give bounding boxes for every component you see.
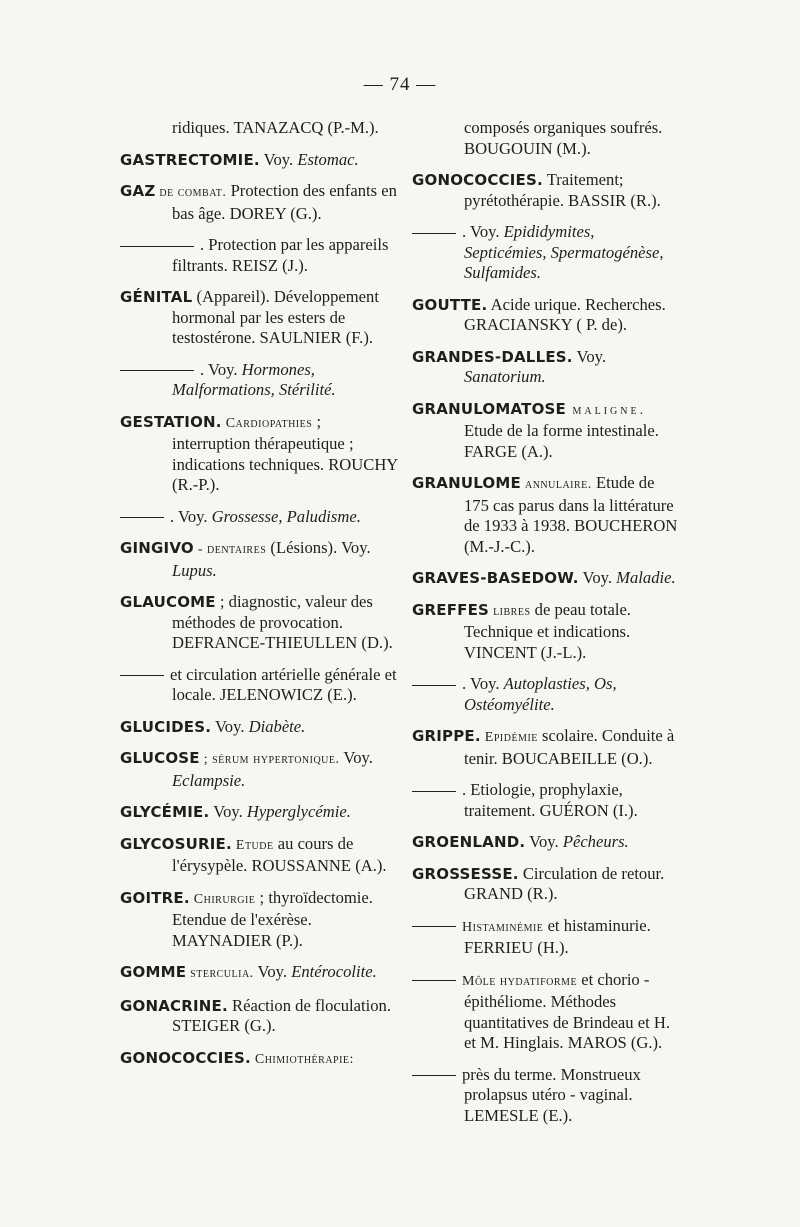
index-entry: GONACRINE. Réaction de floculation. STEIGER (G.).: [120, 995, 391, 1035]
index-entry: GOITRE. Chirurgie ; thyroïdectomie. Etendue de l'exérèse. MAYNADIER (P.).: [120, 887, 373, 950]
index-entry: GASTRECTOMIE. Voy. Estomac.: [120, 149, 359, 169]
repeat-dash: [120, 246, 194, 247]
index-entry: GRANDES-DALLES. Voy. Sanatorium.: [412, 346, 607, 386]
index-entry: GAZ de combat. Protection des enfants en bas âge. DOREY (G.).: [120, 181, 397, 223]
index-entry: . Protection par les appareils filtrants. REISZ (J.).: [120, 235, 402, 276]
index-entry: GONOCOCCIES. Traitement; pyrétothérapie. BASSIR (R.).: [412, 170, 661, 210]
repeat-dash: [120, 675, 164, 676]
index-entry: Môle hydatiforme et chorio - épithéliome. Méthodes quantitatives de Brindeau et H. et M. Hinglais. MAROS (G.).: [412, 970, 680, 1054]
index-entry: GREFFES libres de peau totale. Technique et indications. VINCENT (J.-L.).: [412, 599, 631, 662]
right-column: [412, 118, 680, 1137]
page-number: — 74 —: [363, 74, 437, 95]
index-entry: GRIPPE. Epidémie scolaire. Conduite à tenir. BOUCABEILLE (O.).: [412, 726, 675, 768]
index-entry: GROSSESSE. Circulation de retour. GRAND (R.).: [412, 863, 665, 903]
repeat-dash: [412, 1075, 456, 1076]
repeat-dash: [412, 926, 456, 927]
index-entry: . Voy. Hormones, Malformations, Stérilité.: [120, 360, 402, 401]
repeat-dash: [412, 233, 456, 234]
repeat-dash: [120, 370, 194, 371]
index-entry: GLAUCOME ; diagnostic, valeur des méthodes de provocation. DEFRANCE-THIEULLEN (D.).: [120, 592, 393, 652]
index-entry: GLYCOSURIE. Etude au cours de l'érysypèle. ROUSSANNE (A.).: [120, 833, 387, 875]
repeat-dash: [412, 791, 456, 792]
index-entry: Histaminémie et histaminurie. FERRIEU (H.).: [412, 916, 680, 959]
index-entry: GÉNITAL (Appareil). Développement hormonal par les esters de testostérone. SAULNIER (F.).: [120, 287, 379, 347]
index-entry: . Voy. Autoplasties, Os, Ostéomyélite.: [412, 674, 680, 715]
repeat-dash: [412, 980, 456, 981]
index-entry: et circulation artérielle générale et locale. JELENOWICZ (E.).: [120, 665, 402, 706]
index-entry: GRANULOME annulaire. Etude de 175 cas parus dans la littérature de 1933 à 1938. BOUCHERON (M.-J.-C.).: [412, 473, 678, 556]
index-entry: GLUCOSE ; sérum hypertonique. Voy. Eclampsie.: [120, 748, 373, 790]
index-entry: . Etiologie, prophylaxie, traitement. GUÉRON (I.).: [412, 780, 680, 821]
index-entry: GRAVES-BASEDOW. Voy. Maladie.: [412, 568, 676, 587]
index-entry: . Voy. Grossesse, Paludisme.: [120, 507, 402, 528]
index-entry: . Voy. Epididymites, Septicémies, Spermatogénèse, Sulfamides.: [412, 222, 680, 284]
index-entry: GRANULOMATOSE maligne. Etude de la forme intestinale. FARGE (A.).: [412, 399, 659, 461]
index-entry: ridiques. TANAZACQ (P.-M.).: [172, 118, 379, 137]
index-entry: près du terme. Monstrueux prolapsus utéro - vaginal. LEMESLE (E.).: [412, 1065, 680, 1127]
index-entry: GLYCÉMIE. Voy. Hyperglycémie.: [120, 802, 351, 821]
index-entry: GLUCIDES. Voy. Diabète.: [120, 716, 306, 736]
index-entry: GINGIVO - dentaires (Lésions). Voy. Lupus.: [120, 538, 371, 580]
repeat-dash: [412, 685, 456, 686]
repeat-dash: [120, 517, 164, 518]
index-entry: GESTATION. Cardiopathies ; interruption thérapeutique ; indications techniques. ROUCHY (R.-P.).: [120, 411, 398, 494]
index-entry: GOUTTE. Acide urique. Recherches. GRACIANSKY ( P. de).: [412, 294, 666, 334]
index-entry: GOMME sterculia. Voy. Entérocolite.: [120, 962, 377, 981]
index-entry: composés organiques soufrés. BOUGOUIN (M.).: [464, 118, 663, 158]
index-entry: GONOCOCCIES. Chimiothérapie:: [120, 1048, 354, 1067]
left-column: [120, 118, 402, 1081]
index-entry: GROENLAND. Voy. Pêcheurs.: [412, 832, 629, 851]
